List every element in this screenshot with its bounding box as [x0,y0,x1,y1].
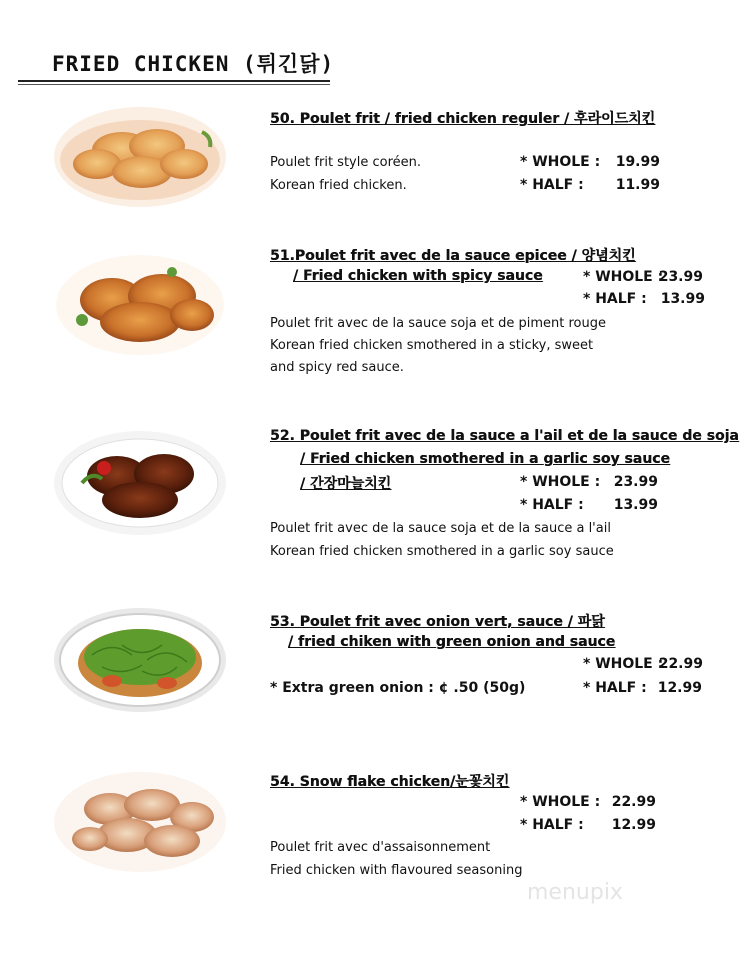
item-52-desc-fr: Poulet frit avec de la sauce soja et de la sauce a l'ail [270,521,611,536]
item-50-whole-price: 19.99 [615,154,660,170]
spicy-fried-chicken-photo [52,250,228,360]
item-51-desc-2: Korean fried chicken smothered in a sticky, sweet [270,338,594,353]
item-50-half-price: 11.99 [615,177,660,193]
item-50-whole-label: * WHOLE : [520,154,601,170]
item-53-whole-label: * WHOLE : [583,656,664,672]
item-54-whole-label: * WHOLE : [520,794,601,810]
item-53-title: 53. Poulet frit avec onion vert, sauce / 파닭 [270,614,605,630]
item-52-title-en: / Fried chicken smothered in a garlic soy sauce [300,451,670,467]
item-52-title: 52. Poulet frit avec de la sauce a l'ail et de la sauce de soja [270,428,739,444]
item-53-title-en: / fried chiken with green onion and sauce [288,634,616,650]
item-51-whole-price: 23.99 [658,269,703,285]
item-51-desc-3: and spicy red sauce. [270,360,404,375]
item-51-title: 51.Poulet frit avec de la sauce epicee / 양념치킨 [270,248,636,264]
fried-chicken-photo [52,102,228,212]
item-53-whole-price: 22.99 [658,656,703,672]
item-51-whole-label: * WHOLE : [583,269,664,285]
green-onion-chicken-photo [52,605,228,715]
item-54-desc-en: Fried chicken with flavoured seasoning [270,863,523,878]
item-51-title-en: / Fried chicken with spicy sauce [293,268,543,284]
item-52-whole-price: 23.99 [613,474,658,490]
item-53-half-label: * HALF : [583,680,647,696]
garlic-soy-chicken-photo [52,428,228,538]
menupix-watermark: menupix [527,880,623,905]
item-52-title-ko: / 간장마늘치킨 [300,476,392,492]
item-51-half-label: * HALF : [583,291,647,307]
snow-flake-chicken-photo [52,767,228,877]
title-underline [18,80,330,82]
item-54-desc-fr: Poulet frit avec d'assaisonnement [270,840,491,855]
item-53-extra-note: * Extra green onion : ¢ .50 (50g) [270,680,526,696]
item-51-desc-1: Poulet frit avec de la sauce soja et de piment rouge [270,316,607,331]
item-52-whole-label: * WHOLE : [520,474,601,490]
item-51-half-price: 13.99 [660,291,705,307]
section-title: FRIED CHICKEN (튀긴닭) [52,52,335,76]
item-52-half-price: 13.99 [613,497,658,513]
title-underline-thin [18,84,330,85]
item-54-whole-price: 22.99 [611,794,656,810]
item-53-half-price: 12.99 [657,680,702,696]
item-52-half-label: * HALF : [520,497,584,513]
item-54-title: 54. Snow flake chicken/눈꽃치킨 [270,774,510,790]
item-54-half-label: * HALF : [520,817,584,833]
item-54-half-price: 12.99 [611,817,656,833]
item-50-desc-en: Korean fried chicken. [270,178,407,193]
item-50-desc-fr: Poulet frit style coréen. [270,155,422,170]
item-50-title: 50. Poulet frit / fried chicken reguler / 후라이드치킨 [270,111,656,127]
item-52-desc-en: Korean fried chicken smothered in a garlic soy sauce [270,544,614,559]
item-50-half-label: * HALF : [520,177,584,193]
